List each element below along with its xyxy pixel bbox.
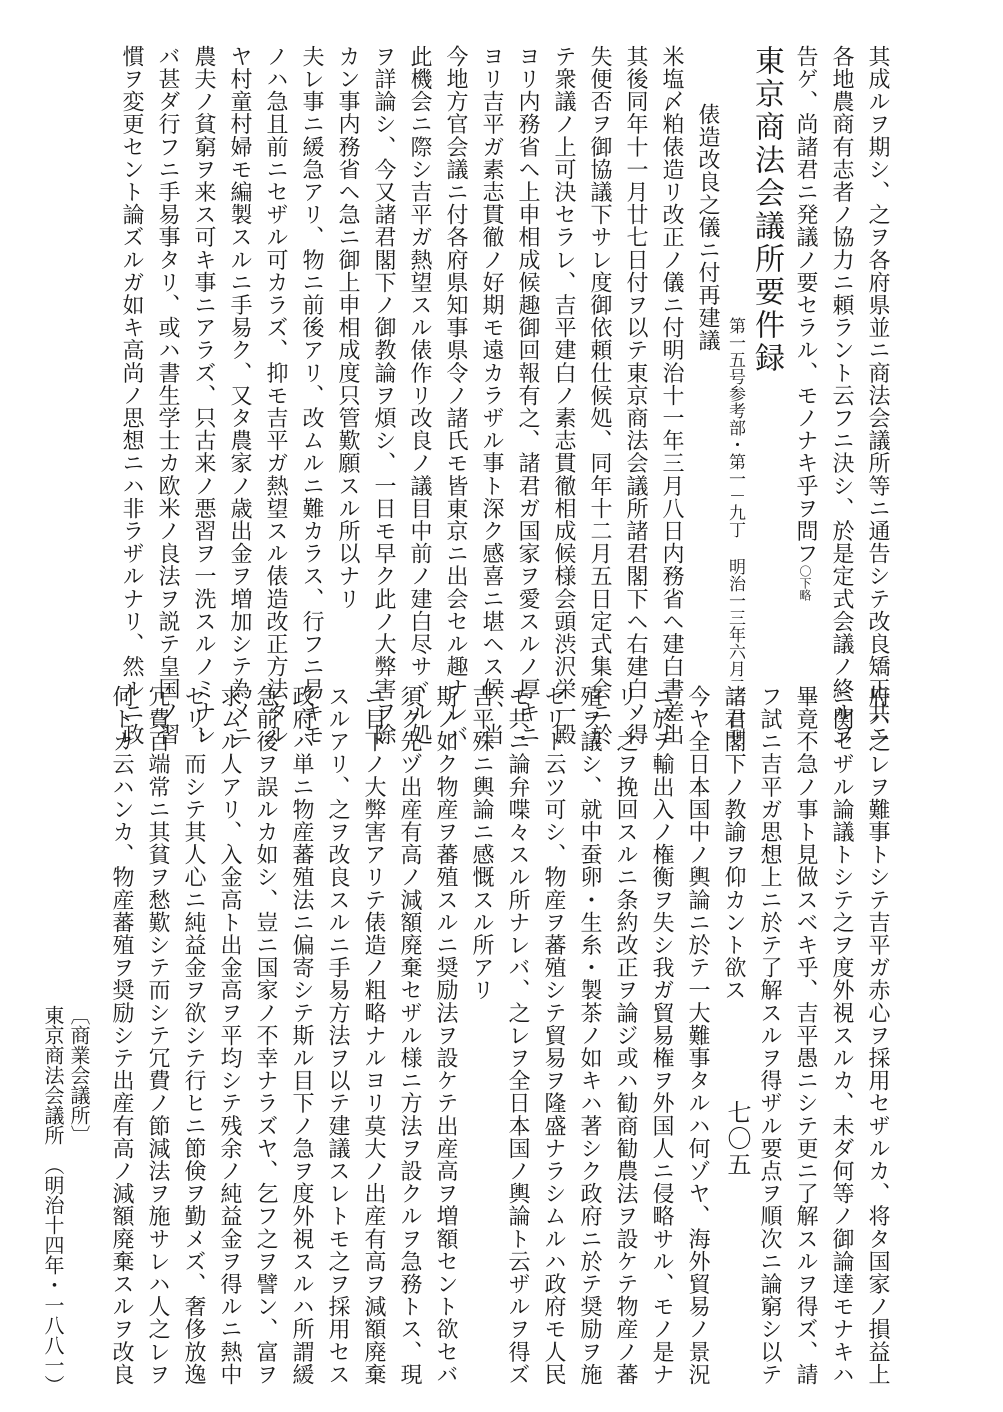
text-column: セリ、而シテ其人心ニ純益金ヲ欲シテ行ヒニ節倹ヲ勤メズ、奢侈放逸 xyxy=(181,685,206,1386)
text-column: 須ク先ヅ出産有高ノ減額廃棄セザル様ニ方法ヲ設クルヲ急務トス、現 xyxy=(397,685,422,1386)
text-column: 冗費百端常ニ其貧ヲ愁歎シテ而シテ冗費ノ節減法ヲ施サレハ人之レヲ xyxy=(145,685,170,1386)
footer-category: 〔商業会議所〕 xyxy=(67,1005,91,1145)
text-column: 諸君閣下ノ教諭ヲ仰カント欲ス xyxy=(721,685,746,1002)
text-column: 政府ハ単ニ物産蕃殖法ニ偏寄シテ斯ル目下ノ急ヲ度外視スルハ所謂緩 xyxy=(289,685,314,1386)
text-column: テ衆議ノ上可決セラレ、吉平建白ノ素志貫徹相成候様会頭渋沢栄一殿 xyxy=(551,45,576,746)
text-column: 今ヤ全日本国中ノ輿論ニ於テ一大難事タルハ何ゾヤ、海外貿易ノ景況 xyxy=(685,685,710,1386)
text-column: カン事内務省ヘ急ニ御上申相成度只管歎願スル所以ナリ xyxy=(335,45,360,610)
text-column: 府ハ之レヲ難事トシテ吉平ガ赤心ヲ採用セザルカ、将タ国家ノ損益上 xyxy=(865,685,890,1386)
text-column: バ甚ダ行フニ手易事タリ、或ハ書生学士カ欧米ノ良法ヲ説テ皇国ノ習 xyxy=(155,45,180,746)
text-column xyxy=(787,45,823,655)
text-column: スルアリ、之ヲ改良スルニ手易方法ヲ以テ建議スレトモ之ヲ採用セス xyxy=(325,685,350,1386)
text-column: 斯ノ如ク物産ヲ蕃殖スルニ奨励法ヲ設ケテ出産高ヲ増額セント欲セバ xyxy=(433,685,458,1386)
text-column: 急前後ヲ誤ルカ如シ、豈ニ国家ノ不幸ナラズヤ、乞フ之ヲ譬ン、富ヲ xyxy=(253,685,278,1386)
text-column-body: 告ゲ、尚諸君ニ発議ノ要セラル、モノナキ乎ヲ問フ xyxy=(793,45,818,565)
text-column: モ共ニ論弁喋々スル所ナレバ、之レヲ全日本国ノ輿論ト云ザルヲ得ズ xyxy=(505,685,530,1386)
text-column: 今地方官会議ニ付各府県知事県令ノ諸氏モ皆東京ニ出会セル趣ナレバ xyxy=(443,45,468,746)
running-footer xyxy=(40,1005,92,1395)
page-number: 七〇五 xyxy=(723,1100,751,1178)
text-column: ニ於テ輸出入ノ権衡ヲ失シ我ガ貿易権ヲ外国人ニ侵略サル、モノ是ナ xyxy=(649,685,674,1386)
text-column: 各地農商有志者ノ協力ニ頼ラント云フニ決シ、於是定式会議ノ終ルヲ xyxy=(829,45,854,746)
text-column: 其後同年十一月廿七日付ヲ以テ東京商法会議所諸君閣下ヘ右建白ノ得 xyxy=(623,45,648,746)
text-column: 其成ルヲ期シ、之ヲ各府県並ニ商法会議所等ニ通告シテ改良矯正共ニ xyxy=(865,45,890,746)
text-column: 農夫ノ貧窮ヲ来ス可キ事ニアラズ、只古来ノ悪習ヲ一洗スルノミナレ xyxy=(191,45,216,746)
text-column: 夫レ事ニ緩急アリ、物ニ前後アリ、改ムルニ難カラス、行フニ易キモ xyxy=(299,45,324,746)
section-heading: 俵造改良之儀ニ付再建議 xyxy=(695,103,720,352)
text-column: 殖ヲ議シ、就中蚕卵・生糸・製茶ノ如キハ著シク政府ニ於テ奨励ヲ施 xyxy=(577,685,602,1386)
text-column: フ試ニ吉平ガ思想上ニ於テ了解スルヲ得ザル要点ヲ順次ニ論窮シ以テ xyxy=(757,685,782,1386)
document-title: 東京商法会議所要件録 xyxy=(749,45,784,375)
text-column: 求ムル人アリ、入金高ト出金高ヲ平均シテ残余ノ純益金ヲ得ルニ熱中 xyxy=(217,685,242,1386)
omission-note: 〇下略 xyxy=(798,564,812,601)
text-column: ヲ詳論シ、今又諸君閣下ノ御教論ヲ煩シ、一日モ早ク此ノ大弊害ヲ除 xyxy=(371,45,396,746)
text-column: ヤ村童村婦モ編製スルニ手易ク、又タ農家ノ歳出金ヲ増加シテ為メニ xyxy=(227,45,252,746)
text-column: 慣ヲ変更セント論ズルガ如キ高尚ノ思想ニハ非ラザルナリ、然ルニ政 xyxy=(119,45,144,746)
text-column: ノハ急且前ニセザル可カラズ、抑モ吉平ガ熱望スル俵造改正方法タル xyxy=(263,45,288,746)
text-column: ヨリ吉平ガ素志貫徹ノ好期モ遠カラザル事ト深ク感喜ニ堪ヘス候、当 xyxy=(479,45,504,746)
text-column: 畢竟不急ノ事ト見做スベキ乎、吉平愚ニシテ更ニ了解スルヲ得ズ、請 xyxy=(793,685,818,1386)
footer-source: 東京商法会議所 （明治十四年・一八八一） xyxy=(41,1005,65,1395)
text-column: 吉平殊ニ輿論ニ感慨スル所アリ xyxy=(469,685,494,1002)
text-column: セリト云ツ可シ、物産ヲ蕃殖シテ貿易ヲ隆盛ナラシムルハ政府モ人民 xyxy=(541,685,566,1386)
text-column: リ、之ヲ挽回スルニ条約改正ヲ論ジ或ハ勧商勧農法ヲ設ケテ物産ノ蕃 xyxy=(613,685,638,1386)
text-column: 此機会ニ際シ吉平ガ熱望スル俵作リ改良ノ議目中前ノ建白尽サヾル処 xyxy=(407,45,432,746)
lower-text-block xyxy=(105,685,895,1386)
text-column: 失便否ヲ御協議下サレ度御依頼仕候処、同年十二月五日定式集会ニ於 xyxy=(587,45,612,746)
upper-text-block xyxy=(105,45,895,746)
text-column: ニ関セザル論議トシテ之ヲ度外視スルカ、未ダ何等ノ御論達モナキハ xyxy=(829,685,854,1386)
text-column: ヨリ内務省ヘ上申相成候趣御回報有之、諸君ガ国家ヲ愛スルノ厚キニ xyxy=(515,45,540,746)
text-column: 何トカ云ハンカ、物産蕃殖ヲ奨励シテ出産有高ノ減額廃棄スルヲ改良 xyxy=(109,685,134,1386)
text-column: 米塩〆粕俵造リ改正ノ儀ニ付明治十一年三月八日内務省ヘ建白書差出 xyxy=(659,45,684,746)
text-column: ニ目下ノ大弊害アリテ俵造ノ粗略ナルヨリ莫大ノ出産有高ヲ減額廃棄 xyxy=(361,685,386,1386)
source-reference: 第一五号参考部・第一－九丁 明治一三年六月二一日刊 xyxy=(725,317,745,745)
